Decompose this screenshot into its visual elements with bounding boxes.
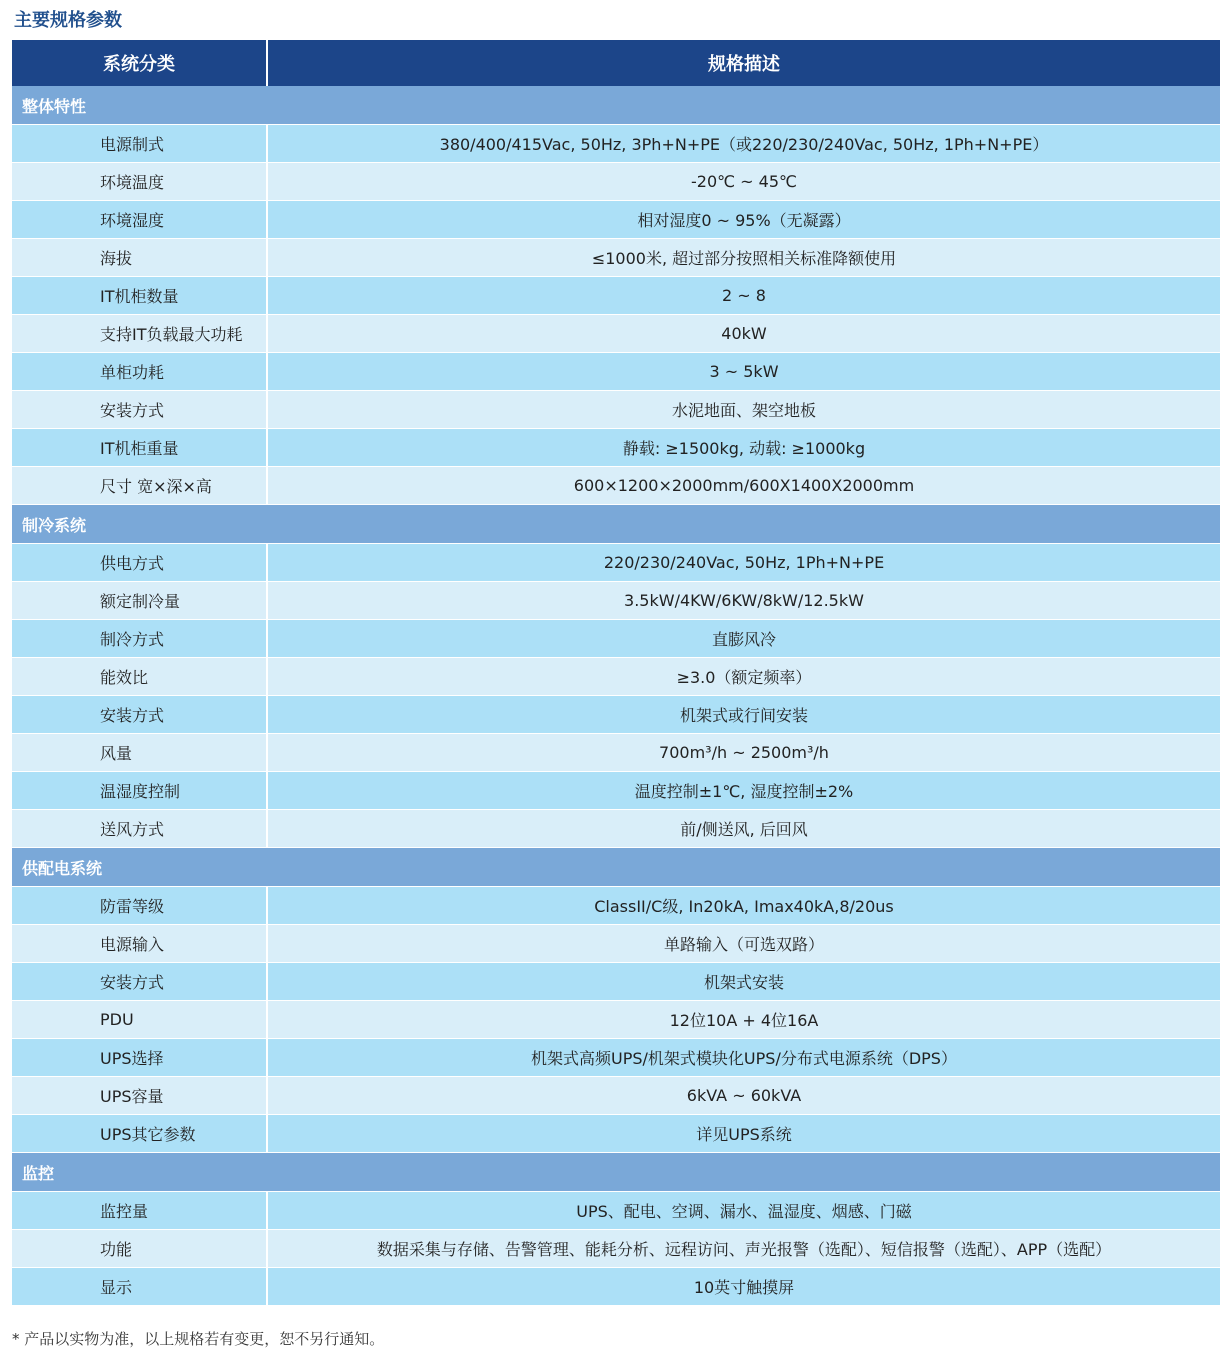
spec-value-cell: 10英寸触摸屏 xyxy=(267,1268,1220,1306)
table-row xyxy=(12,1115,1220,1153)
spec-value-cell: ClassII/C级, In20kA, Imax40kA,8/20us xyxy=(267,887,1220,925)
table-row xyxy=(12,391,1220,429)
section-title: 供配电系统 xyxy=(12,848,1220,887)
table-header-row xyxy=(12,40,1220,86)
header-spec-description: 规格描述 xyxy=(267,40,1220,86)
spec-category-cell: 功能 xyxy=(12,1230,267,1268)
spec-value-cell: UPS、配电、空调、漏水、温湿度、烟感、门磁 xyxy=(267,1192,1220,1230)
table-row xyxy=(12,353,1220,391)
spec-value-cell: 3.5kW/4KW/6KW/8kW/12.5kW xyxy=(267,582,1220,620)
spec-category-cell: 尺寸 宽×深×高 xyxy=(12,467,267,505)
spec-value-cell: 相对湿度0 ~ 95%（无凝露） xyxy=(267,201,1220,239)
spec-category-cell: 额定制冷量 xyxy=(12,582,267,620)
table-row xyxy=(12,1039,1220,1077)
section-title: 监控 xyxy=(12,1153,1220,1192)
spec-category-cell: 海拔 xyxy=(12,239,267,277)
section-header-row xyxy=(12,505,1220,544)
spec-value-cell: 600×1200×2000mm/600X1400X2000mm xyxy=(267,467,1220,505)
spec-category-cell: 支持IT负载最大功耗 xyxy=(12,315,267,353)
spec-category-cell: PDU xyxy=(12,1001,267,1039)
table-row xyxy=(12,544,1220,582)
table-row xyxy=(12,201,1220,239)
spec-category-cell: 安装方式 xyxy=(12,391,267,429)
table-row xyxy=(12,1230,1220,1268)
table-row xyxy=(12,163,1220,201)
spec-value-cell: 机架式或行间安装 xyxy=(267,696,1220,734)
header-system-category: 系统分类 xyxy=(12,40,267,86)
spec-category-cell: 送风方式 xyxy=(12,810,267,848)
spec-value-cell: 详见UPS系统 xyxy=(267,1115,1220,1153)
spec-category-cell: UPS其它参数 xyxy=(12,1115,267,1153)
spec-value-cell: 380/400/415Vac, 50Hz, 3Ph+N+PE（或220/230/240Vac, 50Hz, 1Ph+N+PE） xyxy=(267,125,1220,163)
spec-category-cell: IT机柜重量 xyxy=(12,429,267,467)
spec-value-cell: 220/230/240Vac, 50Hz, 1Ph+N+PE xyxy=(267,544,1220,582)
spec-category-cell: 安装方式 xyxy=(12,963,267,1001)
spec-category-cell: 电源制式 xyxy=(12,125,267,163)
table-row xyxy=(12,277,1220,315)
spec-category-cell: 供电方式 xyxy=(12,544,267,582)
spec-value-cell: ≥3.0（额定频率） xyxy=(267,658,1220,696)
table-row xyxy=(12,1077,1220,1115)
spec-value-cell: -20℃ ~ 45℃ xyxy=(267,163,1220,201)
spec-value-cell: 直膨风冷 xyxy=(267,620,1220,658)
table-row xyxy=(12,887,1220,925)
spec-value-cell: 温度控制±1℃, 湿度控制±2% xyxy=(267,772,1220,810)
spec-category-cell: 风量 xyxy=(12,734,267,772)
spec-category-cell: 制冷方式 xyxy=(12,620,267,658)
table-row xyxy=(12,810,1220,848)
spec-category-cell: 环境温度 xyxy=(12,163,267,201)
spec-category-cell: IT机柜数量 xyxy=(12,277,267,315)
section-header-row xyxy=(12,848,1220,887)
spec-category-cell: 温湿度控制 xyxy=(12,772,267,810)
table-row xyxy=(12,467,1220,505)
spec-category-cell: 环境湿度 xyxy=(12,201,267,239)
spec-category-cell: 监控量 xyxy=(12,1192,267,1230)
table-row xyxy=(12,963,1220,1001)
table-row xyxy=(12,658,1220,696)
section-title: 制冷系统 xyxy=(12,505,1220,544)
spec-table-body xyxy=(12,86,1220,1306)
spec-value-cell: 静载: ≥1500kg, 动载: ≥1000kg xyxy=(267,429,1220,467)
spec-value-cell: 单路输入（可选双路） xyxy=(267,925,1220,963)
spec-value-cell: 数据采集与存储、告警管理、能耗分析、远程访问、声光报警（选配）、短信报警（选配）、APP（选配） xyxy=(267,1230,1220,1268)
spec-category-cell: UPS选择 xyxy=(12,1039,267,1077)
spec-value-cell: 机架式高频UPS/机架式模块化UPS/分布式电源系统（DPS） xyxy=(267,1039,1220,1077)
table-row xyxy=(12,1192,1220,1230)
spec-value-cell: ≤1000米, 超过部分按照相关标准降额使用 xyxy=(267,239,1220,277)
table-row xyxy=(12,125,1220,163)
spec-value-cell: 2 ~ 8 xyxy=(267,277,1220,315)
table-row xyxy=(12,620,1220,658)
section-header-row xyxy=(12,1153,1220,1192)
footnote: * 产品以实物为准，以上规格若有变更，恕不另行通知。 xyxy=(12,1330,385,1348)
spec-value-cell: 12位10A + 4位16A xyxy=(267,1001,1220,1039)
table-row xyxy=(12,239,1220,277)
table-row xyxy=(12,772,1220,810)
page-title: 主要规格参数 xyxy=(14,10,122,31)
table-row xyxy=(12,315,1220,353)
table-row xyxy=(12,1001,1220,1039)
spec-value-cell: 3 ~ 5kW xyxy=(267,353,1220,391)
spec-value-cell: 水泥地面、架空地板 xyxy=(267,391,1220,429)
spec-category-cell: 显示 xyxy=(12,1268,267,1306)
spec-category-cell: 电源输入 xyxy=(12,925,267,963)
spec-value-cell: 机架式安装 xyxy=(267,963,1220,1001)
table-row xyxy=(12,429,1220,467)
spec-category-cell: UPS容量 xyxy=(12,1077,267,1115)
section-header-row xyxy=(12,86,1220,125)
table-row xyxy=(12,582,1220,620)
spec-value-cell: 6kVA ~ 60kVA xyxy=(267,1077,1220,1115)
table-row xyxy=(12,1268,1220,1306)
spec-value-cell: 700m³/h ~ 2500m³/h xyxy=(267,734,1220,772)
table-row xyxy=(12,734,1220,772)
spec-category-cell: 能效比 xyxy=(12,658,267,696)
spec-table xyxy=(12,40,1220,1306)
section-title: 整体特性 xyxy=(12,86,1220,125)
table-row xyxy=(12,925,1220,963)
spec-value-cell: 40kW xyxy=(267,315,1220,353)
spec-category-cell: 防雷等级 xyxy=(12,887,267,925)
table-row xyxy=(12,696,1220,734)
spec-category-cell: 单柜功耗 xyxy=(12,353,267,391)
spec-value-cell: 前/侧送风, 后回风 xyxy=(267,810,1220,848)
spec-category-cell: 安装方式 xyxy=(12,696,267,734)
